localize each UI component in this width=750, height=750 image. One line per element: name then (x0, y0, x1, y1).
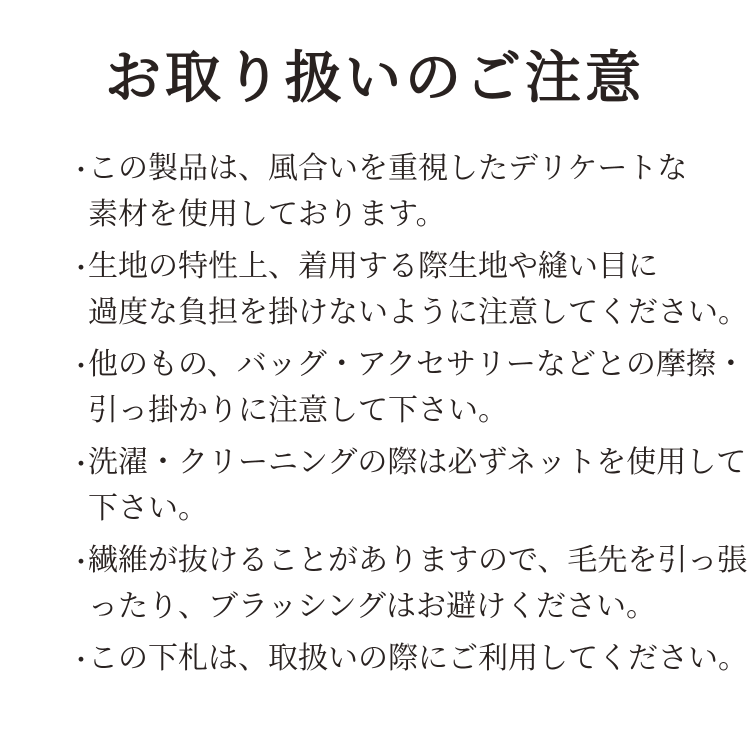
list-item (68, 538, 748, 630)
bullet-marker: ・ (68, 253, 95, 283)
bullet-marker: ・ (68, 645, 95, 675)
text-line: ったり、ブラッシングはお避けください。 (88, 590, 657, 623)
text-line: この下札は、取扱いの際にご利用してください。 (88, 642, 748, 675)
precaution-list (0, 146, 750, 683)
text-line: 引っ掛かりに注意して下さい。 (88, 394, 508, 427)
text-line: この製品は、風合いを重視したデリケートな (88, 152, 688, 185)
list-item-text (88, 244, 748, 336)
text-line: 他のもの、バッグ・アクセサリーなどとの摩擦・ (88, 348, 746, 381)
text-line: 下さい。 (88, 492, 208, 525)
list-item (68, 440, 747, 532)
list-item (68, 636, 748, 683)
list-item-text (88, 538, 747, 630)
bullet-marker: ・ (68, 155, 95, 185)
text-line: 生地の特性上、着用する際生地や縫い目に (88, 250, 658, 283)
list-item (68, 244, 748, 336)
list-item (68, 146, 720, 238)
text-line: 繊維が抜けることがありますので、毛先を引っ張 (88, 544, 748, 577)
list-item-text (88, 146, 720, 238)
list-item-text (88, 342, 746, 434)
text-line: 素材を使用しております。 (88, 198, 446, 231)
text-line: 過度な負担を掛けないように注意してください。 (88, 296, 748, 329)
page-title: お取り扱いのご注意 (105, 46, 645, 109)
bullet-marker: ・ (68, 351, 95, 381)
bullet-marker: ・ (68, 449, 95, 479)
list-item-text (88, 440, 746, 532)
list-item (68, 342, 746, 434)
text-line: 洗濯・クリーニングの際は必ずネットを使用して (88, 446, 747, 479)
list-item-text (88, 636, 748, 682)
bullet-marker: ・ (68, 547, 95, 577)
